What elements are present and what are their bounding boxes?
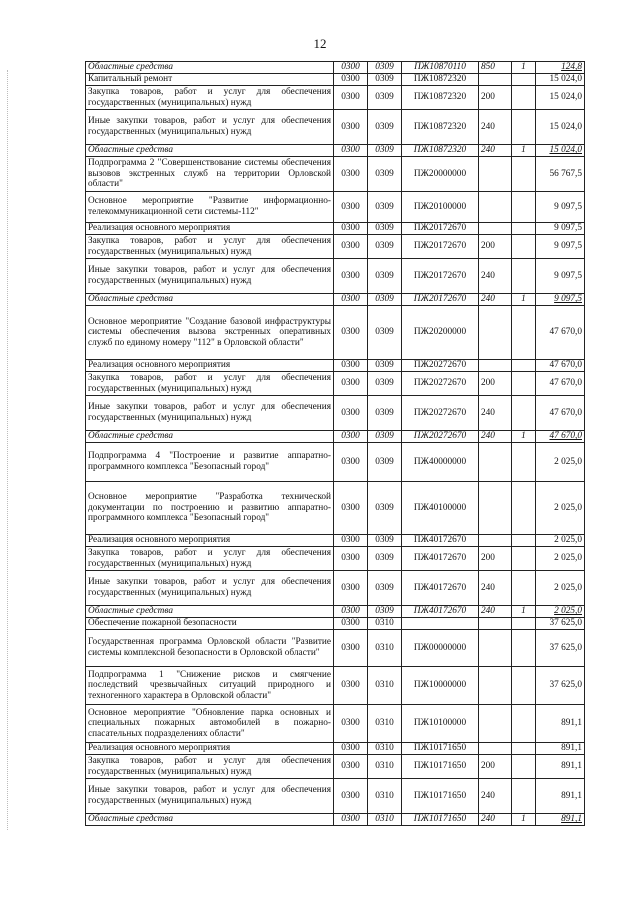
row-name: Основное мероприятие "Развитие информационно-телекоммуникационной сети системы-112" xyxy=(86,192,334,223)
table-row xyxy=(86,62,585,74)
row-section-code: 0300 xyxy=(334,62,368,74)
row-section-code: 0300 xyxy=(334,235,368,259)
row-expense-type-code: 200 xyxy=(479,372,512,396)
row-funding-source: 1 xyxy=(512,606,536,618)
table-row xyxy=(86,74,585,86)
row-funding-source xyxy=(512,259,536,294)
budget-allocation-table xyxy=(85,61,585,826)
table-row xyxy=(86,145,585,157)
row-name: Иные закупки товаров, работ и услуг для обеспечения государственных (муниципальных) нужд xyxy=(86,259,334,294)
row-section-code: 0300 xyxy=(334,705,368,743)
row-amount: 15 024,0 xyxy=(536,145,585,157)
row-section-code: 0300 xyxy=(334,630,368,667)
table-row xyxy=(86,259,585,294)
row-amount: 2 025,0 xyxy=(536,571,585,606)
table-row xyxy=(86,630,585,667)
row-funding-source xyxy=(512,192,536,223)
table-row xyxy=(86,618,585,630)
row-target-article-code: ПЖ10870110 xyxy=(402,62,479,74)
row-name: Подпрограмма 1 "Снижение рисков и смягчение последствий чрезвычайных ситуаций природного и техногенного характера в Орловской области" xyxy=(86,667,334,705)
row-target-article-code: ПЖ40100000 xyxy=(402,482,479,535)
row-subsection-code: 0309 xyxy=(368,86,402,110)
table-row xyxy=(86,535,585,547)
table-row xyxy=(86,192,585,223)
row-amount: 56 767,5 xyxy=(536,157,585,192)
row-funding-source: 1 xyxy=(512,294,536,306)
row-subsection-code: 0309 xyxy=(368,223,402,235)
row-amount: 47 670,0 xyxy=(536,360,585,372)
row-expense-type-code xyxy=(479,482,512,535)
row-amount: 37 625,0 xyxy=(536,630,585,667)
row-amount: 891,1 xyxy=(536,705,585,743)
table-row xyxy=(86,396,585,431)
row-amount: 2 025,0 xyxy=(536,547,585,571)
row-target-article-code: ПЖ20172670 xyxy=(402,235,479,259)
row-expense-type-code: 240 xyxy=(479,571,512,606)
row-name: Подпрограмма 4 "Построение и развитие аппаратно-программного комплекса "Безопасный город" xyxy=(86,443,334,482)
row-amount: 9 097,5 xyxy=(536,192,585,223)
row-name: Областные средства xyxy=(86,145,334,157)
row-expense-type-code: 240 xyxy=(479,110,512,145)
row-name: Основное мероприятие "Обновление парка основных и специальных пожарных автомобилей в пожарно-спасательных подразделениях области" xyxy=(86,705,334,743)
row-subsection-code: 0309 xyxy=(368,535,402,547)
row-subsection-code: 0309 xyxy=(368,360,402,372)
row-section-code: 0300 xyxy=(334,306,368,360)
row-section-code: 0300 xyxy=(334,743,368,755)
row-expense-type-code: 200 xyxy=(479,235,512,259)
row-target-article-code xyxy=(402,618,479,630)
row-expense-type-code xyxy=(479,535,512,547)
row-subsection-code: 0309 xyxy=(368,431,402,443)
row-amount: 9 097,5 xyxy=(536,223,585,235)
row-name: Закупка товаров, работ и услуг для обеспечения государственных (муниципальных) нужд xyxy=(86,372,334,396)
row-subsection-code: 0309 xyxy=(368,145,402,157)
row-funding-source xyxy=(512,743,536,755)
row-target-article-code: ПЖ20272670 xyxy=(402,396,479,431)
table-row xyxy=(86,294,585,306)
row-subsection-code: 0310 xyxy=(368,667,402,705)
row-amount: 891,1 xyxy=(536,814,585,826)
budget-table-body xyxy=(86,62,585,826)
table-row xyxy=(86,814,585,826)
row-funding-source xyxy=(512,372,536,396)
row-amount: 2 025,0 xyxy=(536,535,585,547)
row-funding-source xyxy=(512,235,536,259)
row-section-code: 0300 xyxy=(334,360,368,372)
row-name: Государственная программа Орловской области "Развитие системы комплексной безопасности в Орловской области" xyxy=(86,630,334,667)
row-funding-source xyxy=(512,360,536,372)
row-name: Иные закупки товаров, работ и услуг для обеспечения государственных (муниципальных) нужд xyxy=(86,779,334,814)
table-row xyxy=(86,235,585,259)
row-target-article-code: ПЖ10872320 xyxy=(402,145,479,157)
row-name: Закупка товаров, работ и услуг для обеспечения государственных (муниципальных) нужд xyxy=(86,755,334,779)
row-expense-type-code xyxy=(479,192,512,223)
row-subsection-code: 0309 xyxy=(368,74,402,86)
row-subsection-code: 0310 xyxy=(368,630,402,667)
row-section-code: 0300 xyxy=(334,535,368,547)
row-section-code: 0300 xyxy=(334,86,368,110)
row-subsection-code: 0309 xyxy=(368,110,402,145)
row-subsection-code: 0309 xyxy=(368,294,402,306)
row-expense-type-code: 240 xyxy=(479,145,512,157)
row-target-article-code: ПЖ10171650 xyxy=(402,814,479,826)
row-subsection-code: 0309 xyxy=(368,192,402,223)
row-subsection-code: 0309 xyxy=(368,547,402,571)
row-subsection-code: 0309 xyxy=(368,482,402,535)
row-name: Реализация основного мероприятия xyxy=(86,360,334,372)
table-row xyxy=(86,431,585,443)
row-name: Областные средства xyxy=(86,62,334,74)
row-name: Реализация основного мероприятия xyxy=(86,743,334,755)
row-expense-type-code: 240 xyxy=(479,259,512,294)
row-section-code: 0300 xyxy=(334,482,368,535)
row-target-article-code: ПЖ20172670 xyxy=(402,294,479,306)
table-row xyxy=(86,547,585,571)
row-section-code: 0300 xyxy=(334,606,368,618)
table-row xyxy=(86,86,585,110)
table-row xyxy=(86,705,585,743)
row-target-article-code: ПЖ20100000 xyxy=(402,192,479,223)
row-expense-type-code xyxy=(479,743,512,755)
row-subsection-code: 0310 xyxy=(368,618,402,630)
row-target-article-code: ПЖ20172670 xyxy=(402,223,479,235)
row-amount: 15 024,0 xyxy=(536,110,585,145)
row-expense-type-code: 200 xyxy=(479,547,512,571)
row-funding-source xyxy=(512,667,536,705)
row-name: Иные закупки товаров, работ и услуг для обеспечения государственных (муниципальных) нужд xyxy=(86,110,334,145)
row-expense-type-code xyxy=(479,443,512,482)
row-section-code: 0300 xyxy=(334,192,368,223)
row-expense-type-code: 850 xyxy=(479,62,512,74)
row-name: Обеспечение пожарной безопасности xyxy=(86,618,334,630)
table-row xyxy=(86,779,585,814)
row-expense-type-code: 200 xyxy=(479,86,512,110)
row-subsection-code: 0309 xyxy=(368,306,402,360)
row-funding-source xyxy=(512,74,536,86)
row-funding-source xyxy=(512,618,536,630)
row-name: Закупка товаров, работ и услуг для обеспечения государственных (муниципальных) нужд xyxy=(86,86,334,110)
row-amount: 891,1 xyxy=(536,755,585,779)
row-target-article-code: ПЖ40172670 xyxy=(402,571,479,606)
row-funding-source xyxy=(512,482,536,535)
row-section-code: 0300 xyxy=(334,396,368,431)
row-subsection-code: 0310 xyxy=(368,755,402,779)
row-target-article-code: ПЖ10872320 xyxy=(402,74,479,86)
row-section-code: 0300 xyxy=(334,145,368,157)
row-amount: 15 024,0 xyxy=(536,74,585,86)
row-amount: 9 097,5 xyxy=(536,294,585,306)
row-funding-source: 1 xyxy=(512,145,536,157)
row-name: Закупка товаров, работ и услуг для обеспечения государственных (муниципальных) нужд xyxy=(86,235,334,259)
row-subsection-code: 0309 xyxy=(368,606,402,618)
row-name: Областные средства xyxy=(86,814,334,826)
row-funding-source: 1 xyxy=(512,814,536,826)
row-funding-source xyxy=(512,779,536,814)
row-expense-type-code xyxy=(479,630,512,667)
row-amount: 47 670,0 xyxy=(536,306,585,360)
table-row xyxy=(86,755,585,779)
row-expense-type-code xyxy=(479,157,512,192)
row-target-article-code: ПЖ20000000 xyxy=(402,157,479,192)
row-target-article-code: ПЖ40172670 xyxy=(402,547,479,571)
row-target-article-code: ПЖ10100000 xyxy=(402,705,479,743)
row-subsection-code: 0310 xyxy=(368,705,402,743)
row-funding-source: 1 xyxy=(512,62,536,74)
row-amount: 124,8 xyxy=(536,62,585,74)
row-funding-source xyxy=(512,396,536,431)
row-subsection-code: 0309 xyxy=(368,443,402,482)
row-funding-source xyxy=(512,306,536,360)
row-name: Закупка товаров, работ и услуг для обеспечения государственных (муниципальных) нужд xyxy=(86,547,334,571)
table-row xyxy=(86,372,585,396)
row-section-code: 0300 xyxy=(334,755,368,779)
row-amount: 47 670,0 xyxy=(536,372,585,396)
row-expense-type-code xyxy=(479,223,512,235)
table-row xyxy=(86,667,585,705)
row-amount: 891,1 xyxy=(536,779,585,814)
row-subsection-code: 0309 xyxy=(368,62,402,74)
row-expense-type-code: 200 xyxy=(479,755,512,779)
row-name: Реализация основного мероприятия xyxy=(86,535,334,547)
row-expense-type-code xyxy=(479,306,512,360)
row-section-code: 0300 xyxy=(334,294,368,306)
row-expense-type-code xyxy=(479,360,512,372)
table-row xyxy=(86,360,585,372)
table-row xyxy=(86,110,585,145)
row-target-article-code: ПЖ40172670 xyxy=(402,535,479,547)
row-expense-type-code xyxy=(479,74,512,86)
row-section-code: 0300 xyxy=(334,618,368,630)
row-amount: 891,1 xyxy=(536,743,585,755)
row-expense-type-code: 240 xyxy=(479,779,512,814)
row-target-article-code: ПЖ00000000 xyxy=(402,630,479,667)
table-row xyxy=(86,157,585,192)
table-row xyxy=(86,306,585,360)
row-subsection-code: 0309 xyxy=(368,396,402,431)
row-target-article-code: ПЖ20272670 xyxy=(402,372,479,396)
row-name: Подпрограмма 2 "Совершенствование системы обеспечения вызовов экстренных служб на территории Орловской области" xyxy=(86,157,334,192)
row-section-code: 0300 xyxy=(334,571,368,606)
row-expense-type-code: 240 xyxy=(479,431,512,443)
row-amount: 9 097,5 xyxy=(536,259,585,294)
row-amount: 2 025,0 xyxy=(536,443,585,482)
row-target-article-code: ПЖ20272670 xyxy=(402,431,479,443)
row-target-article-code: ПЖ20272670 xyxy=(402,360,479,372)
row-funding-source xyxy=(512,571,536,606)
row-amount: 47 670,0 xyxy=(536,396,585,431)
row-section-code: 0300 xyxy=(334,223,368,235)
row-name: Основное мероприятие "Создание базовой инфраструктуры системы обеспечения вызова экстренных оперативных служб по единому номеру "112" в Орловской области" xyxy=(86,306,334,360)
row-target-article-code: ПЖ10171650 xyxy=(402,743,479,755)
row-target-article-code: ПЖ40172670 xyxy=(402,606,479,618)
binding-margin-marks xyxy=(7,70,11,830)
row-expense-type-code: 240 xyxy=(479,294,512,306)
row-name: Капитальный ремонт xyxy=(86,74,334,86)
page-number: 12 xyxy=(313,36,327,51)
row-amount: 47 670,0 xyxy=(536,431,585,443)
row-funding-source xyxy=(512,157,536,192)
row-target-article-code: ПЖ10000000 xyxy=(402,667,479,705)
row-funding-source xyxy=(512,110,536,145)
row-section-code: 0300 xyxy=(334,74,368,86)
row-subsection-code: 0310 xyxy=(368,779,402,814)
row-name: Иные закупки товаров, работ и услуг для обеспечения государственных (муниципальных) нужд xyxy=(86,396,334,431)
row-funding-source xyxy=(512,443,536,482)
row-expense-type-code: 240 xyxy=(479,814,512,826)
row-section-code: 0300 xyxy=(334,547,368,571)
table-row xyxy=(86,571,585,606)
row-name: Основное мероприятие "Разработка технической документации по построению и развитию аппаратно-программного комплекса "Безопасный город" xyxy=(86,482,334,535)
row-target-article-code: ПЖ20172670 xyxy=(402,259,479,294)
row-funding-source: 1 xyxy=(512,431,536,443)
row-funding-source xyxy=(512,705,536,743)
row-section-code: 0300 xyxy=(334,431,368,443)
row-section-code: 0300 xyxy=(334,157,368,192)
row-subsection-code: 0310 xyxy=(368,814,402,826)
row-amount: 37 625,0 xyxy=(536,618,585,630)
row-amount: 2 025,0 xyxy=(536,606,585,618)
row-name: Реализация основного мероприятия xyxy=(86,223,334,235)
row-expense-type-code: 240 xyxy=(479,606,512,618)
row-name: Областные средства xyxy=(86,606,334,618)
row-section-code: 0300 xyxy=(334,259,368,294)
row-subsection-code: 0309 xyxy=(368,235,402,259)
row-target-article-code: ПЖ10171650 xyxy=(402,779,479,814)
row-section-code: 0300 xyxy=(334,110,368,145)
row-amount: 37 625,0 xyxy=(536,667,585,705)
row-section-code: 0300 xyxy=(334,779,368,814)
row-subsection-code: 0310 xyxy=(368,743,402,755)
row-target-article-code: ПЖ10872320 xyxy=(402,86,479,110)
table-row xyxy=(86,743,585,755)
row-target-article-code: ПЖ40000000 xyxy=(402,443,479,482)
row-target-article-code: ПЖ20200000 xyxy=(402,306,479,360)
row-funding-source xyxy=(512,630,536,667)
row-section-code: 0300 xyxy=(334,667,368,705)
row-name: Областные средства xyxy=(86,294,334,306)
row-expense-type-code xyxy=(479,618,512,630)
row-expense-type-code: 240 xyxy=(479,396,512,431)
row-funding-source xyxy=(512,755,536,779)
row-target-article-code: ПЖ10171650 xyxy=(402,755,479,779)
table-row xyxy=(86,223,585,235)
row-section-code: 0300 xyxy=(334,372,368,396)
table-row xyxy=(86,606,585,618)
row-subsection-code: 0309 xyxy=(368,571,402,606)
row-amount: 15 024,0 xyxy=(536,86,585,110)
row-funding-source xyxy=(512,547,536,571)
row-name: Областные средства xyxy=(86,431,334,443)
table-row xyxy=(86,443,585,482)
row-funding-source xyxy=(512,535,536,547)
row-section-code: 0300 xyxy=(334,443,368,482)
row-section-code: 0300 xyxy=(334,814,368,826)
row-subsection-code: 0309 xyxy=(368,259,402,294)
table-row xyxy=(86,482,585,535)
row-target-article-code: ПЖ10872320 xyxy=(402,110,479,145)
row-expense-type-code xyxy=(479,705,512,743)
row-subsection-code: 0309 xyxy=(368,157,402,192)
row-funding-source xyxy=(512,223,536,235)
row-name: Иные закупки товаров, работ и услуг для обеспечения государственных (муниципальных) нужд xyxy=(86,571,334,606)
row-amount: 9 097,5 xyxy=(536,235,585,259)
row-subsection-code: 0309 xyxy=(368,372,402,396)
row-funding-source xyxy=(512,86,536,110)
row-amount: 2 025,0 xyxy=(536,482,585,535)
row-expense-type-code xyxy=(479,667,512,705)
